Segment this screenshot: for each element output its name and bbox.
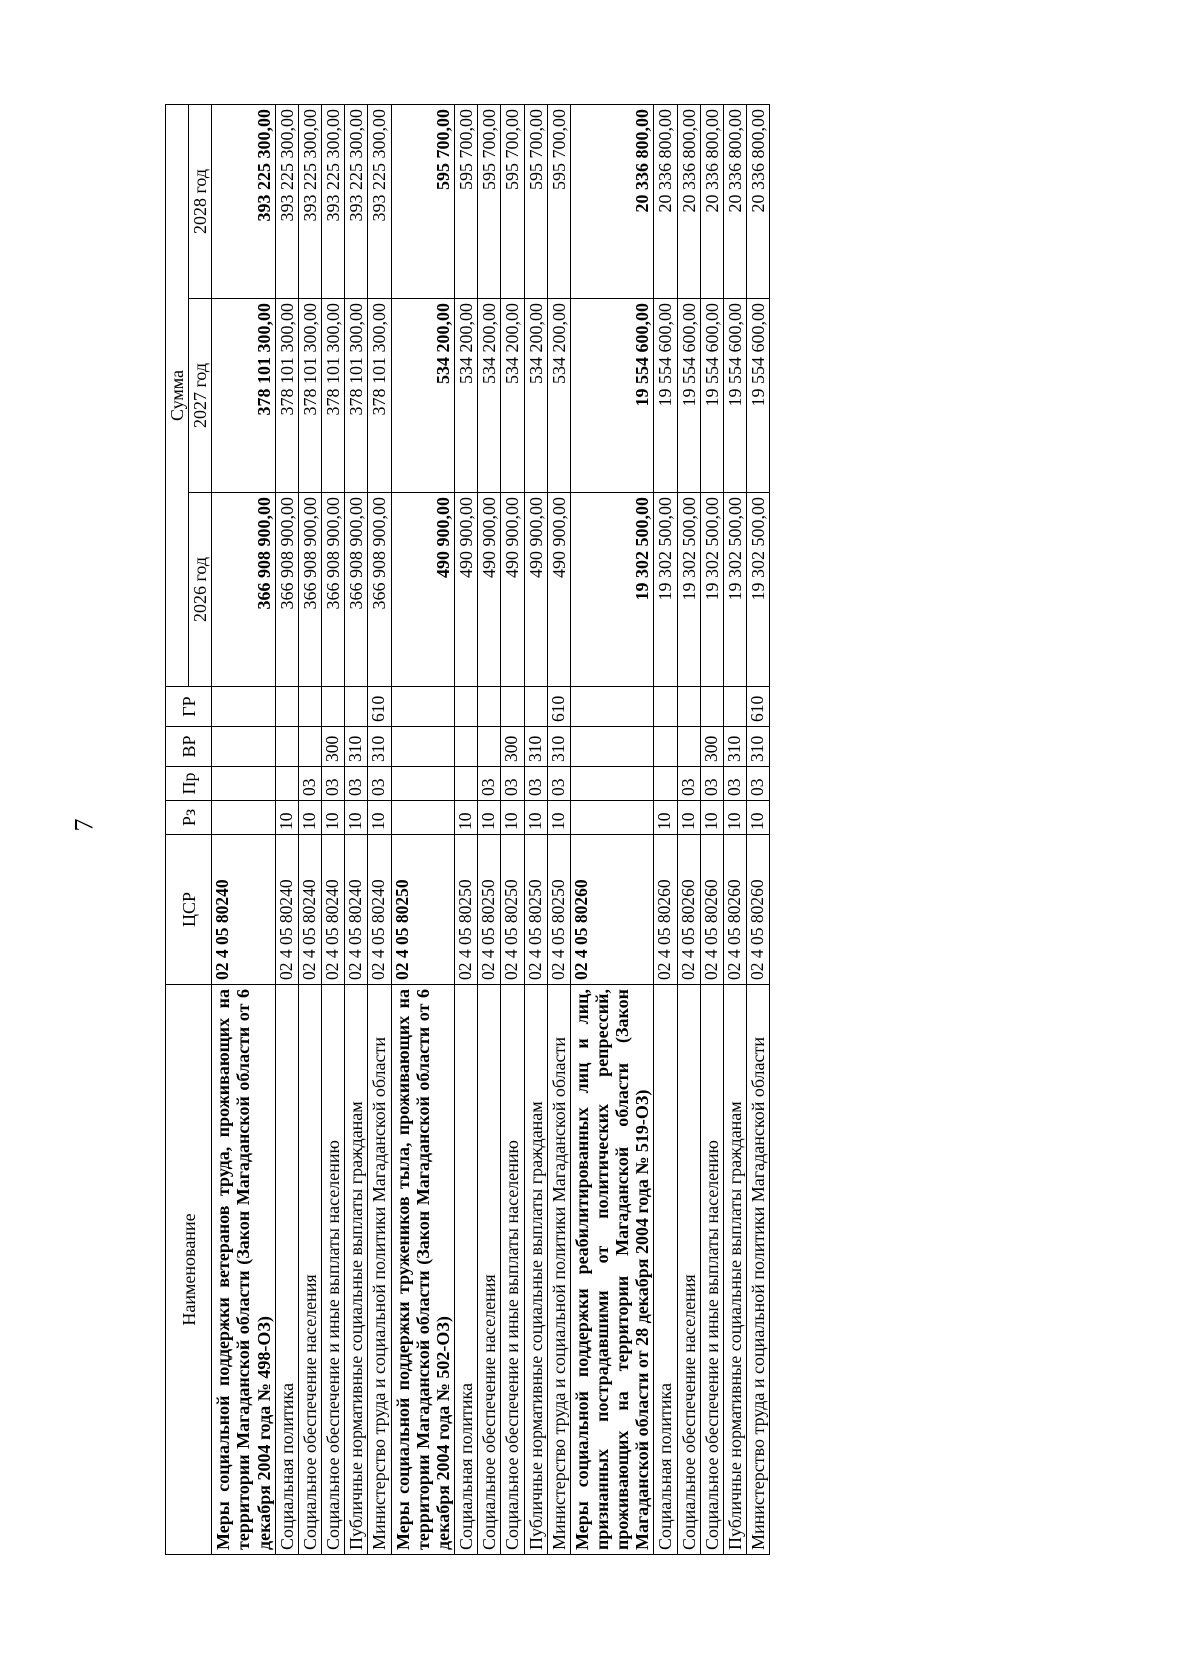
cell-rz: 10 [547,801,570,835]
cell-gr [524,687,547,727]
cell-y2027: 378 101 300,00 [298,299,321,493]
cell-csr: 02 4 05 80260 [700,835,723,985]
table-row [747,104,770,1554]
cell-name: Публичные нормативные социальные выплаты гражданам [723,985,746,1555]
header-2028: 2028 год [189,104,212,298]
cell-rz: 10 [298,801,321,835]
cell-y2026: 19 302 500,00 [700,493,723,687]
cell-name: Меры социальной поддержки тружеников тыла, проживающих на территории Магаданской области (Закон Магаданской области от 6 декабря 2004 года № 502-ОЗ) [391,985,454,1555]
cell-name: Министерство труда и социальной политики Магаданской области [747,985,770,1555]
cell-gr [654,687,677,727]
header-2027: 2027 год [189,299,212,493]
cell-y2028: 20 336 800,00 [723,104,746,298]
cell-rz: 10 [322,801,345,835]
cell-y2026: 366 908 900,00 [298,493,321,687]
cell-rz: 10 [501,801,524,835]
cell-csr: 02 4 05 80250 [524,835,547,985]
table-row [345,104,368,1554]
cell-pr: 03 [723,767,746,801]
cell-y2026: 490 900,00 [391,493,454,687]
cell-name: Социальное обеспечение населения [478,985,501,1555]
cell-name: Социальное обеспечение населения [677,985,700,1555]
cell-name: Социальное обеспечение и иные выплаты населению [322,985,345,1555]
cell-csr: 02 4 05 80260 [677,835,700,985]
header-gr: ГР [166,687,212,727]
cell-gr [501,687,524,727]
cell-vr [570,727,654,767]
cell-y2027: 378 101 300,00 [212,299,275,493]
cell-csr: 02 4 05 80240 [298,835,321,985]
cell-rz: 10 [654,801,677,835]
cell-vr: 310 [368,727,391,767]
cell-y2026: 366 908 900,00 [275,493,298,687]
cell-pr: 03 [677,767,700,801]
cell-y2026: 490 900,00 [524,493,547,687]
cell-rz [570,801,654,835]
cell-pr [570,767,654,801]
header-rz: Рз [166,801,212,835]
cell-y2026: 490 900,00 [455,493,478,687]
cell-y2028: 595 700,00 [501,104,524,298]
cell-name: Социальное обеспечение и иные выплаты населению [501,985,524,1555]
table-row [478,104,501,1554]
cell-y2027: 19 554 600,00 [747,299,770,493]
cell-y2027: 534 200,00 [391,299,454,493]
table-header [166,104,212,1554]
cell-csr: 02 4 05 80240 [345,835,368,985]
cell-csr: 02 4 05 80250 [455,835,478,985]
cell-y2026: 19 302 500,00 [747,493,770,687]
cell-csr: 02 4 05 80240 [275,835,298,985]
cell-rz: 10 [478,801,501,835]
cell-gr [723,687,746,727]
header-2026: 2026 год [189,493,212,687]
cell-vr: 300 [700,727,723,767]
cell-pr: 03 [747,767,770,801]
cell-vr [654,727,677,767]
header-sum: Сумма [166,104,189,686]
cell-vr [298,727,321,767]
cell-gr [391,687,454,727]
cell-csr: 02 4 05 80260 [723,835,746,985]
cell-gr [298,687,321,727]
cell-name: Публичные нормативные социальные выплаты гражданам [345,985,368,1555]
cell-pr: 03 [524,767,547,801]
cell-y2028: 393 225 300,00 [212,104,275,298]
cell-pr [391,767,454,801]
cell-pr: 03 [547,767,570,801]
cell-name: Социальное обеспечение населения [298,985,321,1555]
cell-csr: 02 4 05 80250 [547,835,570,985]
table-row [654,104,677,1554]
table-row [322,104,345,1554]
cell-pr [455,767,478,801]
budget-table [165,104,770,1555]
table-body [212,104,770,1554]
cell-rz: 10 [700,801,723,835]
table-row [275,104,298,1554]
cell-y2028: 595 700,00 [547,104,570,298]
cell-csr: 02 4 05 80260 [654,835,677,985]
cell-rz: 10 [677,801,700,835]
cell-pr: 03 [501,767,524,801]
cell-y2028: 20 336 800,00 [700,104,723,298]
cell-gr: 610 [547,687,570,727]
cell-rz: 10 [368,801,391,835]
cell-pr [212,767,275,801]
table-row [524,104,547,1554]
cell-gr [700,687,723,727]
cell-y2026: 490 900,00 [478,493,501,687]
table-row [723,104,746,1554]
cell-y2027: 534 200,00 [478,299,501,493]
rotated-table-container [165,105,1060,1555]
cell-rz: 10 [455,801,478,835]
table-row [212,104,275,1554]
header-csr: ЦСР [166,835,212,985]
cell-name: Социальная политика [654,985,677,1555]
cell-rz: 10 [747,801,770,835]
cell-y2028: 20 336 800,00 [747,104,770,298]
cell-y2027: 19 554 600,00 [700,299,723,493]
cell-y2027: 378 101 300,00 [275,299,298,493]
cell-vr [391,727,454,767]
cell-vr: 310 [747,727,770,767]
cell-y2026: 366 908 900,00 [322,493,345,687]
cell-csr: 02 4 05 80250 [501,835,524,985]
cell-gr [212,687,275,727]
cell-gr [478,687,501,727]
cell-y2027: 19 554 600,00 [654,299,677,493]
table-row [570,104,654,1554]
table-row [298,104,321,1554]
cell-name: Публичные нормативные социальные выплаты гражданам [524,985,547,1555]
table-row [391,104,454,1554]
cell-rz [212,801,275,835]
cell-pr: 03 [368,767,391,801]
cell-y2026: 19 302 500,00 [654,493,677,687]
cell-vr [478,727,501,767]
cell-vr [455,727,478,767]
cell-name: Социальная политика [455,985,478,1555]
cell-y2027: 534 200,00 [524,299,547,493]
cell-y2026: 490 900,00 [501,493,524,687]
cell-y2027: 378 101 300,00 [368,299,391,493]
cell-csr: 02 4 05 80260 [747,835,770,985]
header-name: Наименование [166,985,212,1555]
cell-y2028: 595 700,00 [478,104,501,298]
table-row [677,104,700,1554]
cell-y2027: 534 200,00 [547,299,570,493]
cell-y2028: 393 225 300,00 [345,104,368,298]
cell-gr [455,687,478,727]
cell-rz: 10 [524,801,547,835]
cell-y2026: 366 908 900,00 [345,493,368,687]
cell-y2028: 595 700,00 [391,104,454,298]
table-row [700,104,723,1554]
header-pr: Пр [166,767,212,801]
cell-y2026: 366 908 900,00 [368,493,391,687]
cell-pr: 03 [700,767,723,801]
cell-gr [322,687,345,727]
cell-y2026: 490 900,00 [547,493,570,687]
cell-y2026: 19 302 500,00 [723,493,746,687]
cell-gr [677,687,700,727]
cell-vr [677,727,700,767]
cell-y2028: 393 225 300,00 [275,104,298,298]
cell-vr: 310 [723,727,746,767]
cell-y2028: 20 336 800,00 [654,104,677,298]
cell-y2028: 393 225 300,00 [322,104,345,298]
cell-y2026: 19 302 500,00 [677,493,700,687]
cell-pr: 03 [345,767,368,801]
cell-vr: 300 [322,727,345,767]
cell-name: Социальная политика [275,985,298,1555]
cell-csr: 02 4 05 80250 [478,835,501,985]
cell-y2027: 19 554 600,00 [677,299,700,493]
table-row [455,104,478,1554]
cell-y2026: 19 302 500,00 [570,493,654,687]
cell-vr: 300 [501,727,524,767]
cell-gr: 610 [747,687,770,727]
cell-rz: 10 [345,801,368,835]
table-row [547,104,570,1554]
cell-name: Меры социальной поддержки реабилитированных лиц и лиц, признанных пострадавшими от политических репрессий, проживающих на территории Магаданской области (Закон Магаданской области от 28 декабря 2004 года № 519-ОЗ) [570,985,654,1555]
cell-y2028: 20 336 800,00 [570,104,654,298]
cell-y2028: 595 700,00 [524,104,547,298]
cell-vr [212,727,275,767]
cell-y2027: 19 554 600,00 [570,299,654,493]
cell-gr: 610 [368,687,391,727]
cell-pr [275,767,298,801]
cell-name: Министерство труда и социальной политики Магаданской области [368,985,391,1555]
cell-pr [654,767,677,801]
cell-pr: 03 [298,767,321,801]
cell-y2028: 595 700,00 [455,104,478,298]
cell-gr [345,687,368,727]
cell-vr [275,727,298,767]
cell-y2028: 393 225 300,00 [368,104,391,298]
cell-rz [391,801,454,835]
cell-name: Меры социальной поддержки ветеранов труда, проживающих на территории Магаданской области (Закон Магаданской области от 6 декабря 2004 года № 498-ОЗ) [212,985,275,1555]
cell-gr [570,687,654,727]
cell-name: Министерство труда и социальной политики Магаданской области [547,985,570,1555]
cell-rz: 10 [275,801,298,835]
table-row [368,104,391,1554]
cell-y2028: 20 336 800,00 [677,104,700,298]
cell-pr: 03 [478,767,501,801]
cell-csr: 02 4 05 80250 [391,835,454,985]
cell-csr: 02 4 05 80240 [368,835,391,985]
cell-y2027: 534 200,00 [501,299,524,493]
cell-y2027: 19 554 600,00 [723,299,746,493]
cell-y2027: 378 101 300,00 [322,299,345,493]
cell-csr: 02 4 05 80240 [322,835,345,985]
cell-csr: 02 4 05 80240 [212,835,275,985]
cell-pr: 03 [322,767,345,801]
cell-vr: 310 [547,727,570,767]
cell-vr: 310 [345,727,368,767]
cell-y2027: 534 200,00 [455,299,478,493]
cell-csr: 02 4 05 80260 [570,835,654,985]
cell-gr [275,687,298,727]
cell-y2027: 378 101 300,00 [345,299,368,493]
cell-y2026: 366 908 900,00 [212,493,275,687]
cell-name: Социальное обеспечение и иные выплаты населению [700,985,723,1555]
page-number: 7 [69,818,99,832]
header-vr: ВР [166,727,212,767]
cell-rz: 10 [723,801,746,835]
table-row [501,104,524,1554]
cell-y2028: 393 225 300,00 [298,104,321,298]
cell-vr: 310 [524,727,547,767]
